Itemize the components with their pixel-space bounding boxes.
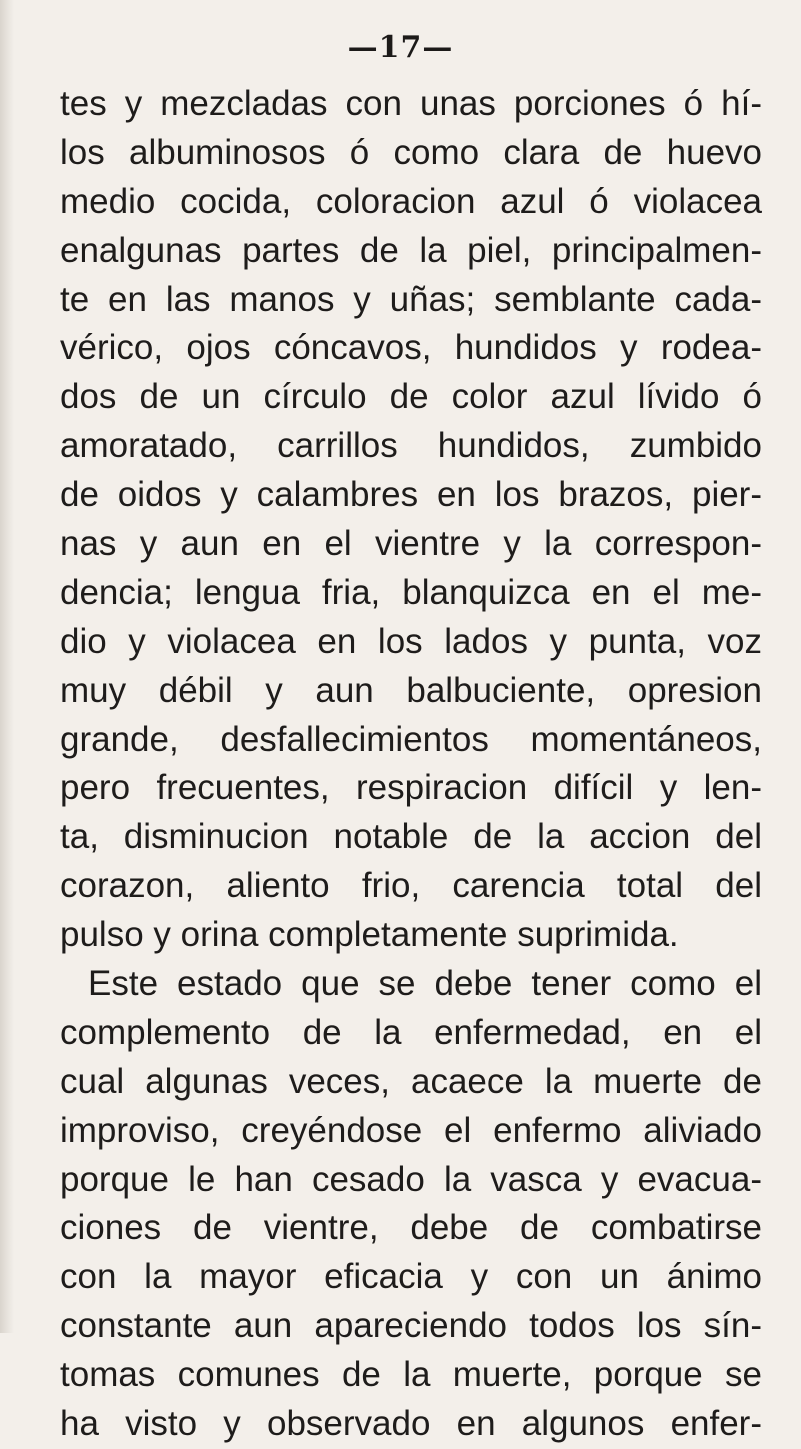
text-line: te en las manos y uñas; semblante cada-	[60, 279, 762, 319]
text-line: con la mayor eficacia y con un ánimo	[60, 1257, 762, 1297]
paragraph-start-line: Este estado que se debe tener como el	[88, 964, 762, 1004]
text-line: corazon, aliento frio, carencia total del	[60, 866, 762, 906]
text-line: dio y violacea en los lados y punta, voz	[60, 621, 762, 661]
text-line: muy débil y aun balbuciente, opresion	[60, 670, 762, 710]
page-number: —17—	[347, 30, 454, 65]
body-text	[60, 80, 762, 1449]
text-line: nas y aun en el vientre y la correspon-	[60, 524, 762, 564]
text-line: improviso, creyéndose el enfermo aliviado	[60, 1110, 762, 1150]
text-line: enalgunas partes de la piel, principalmen-	[60, 230, 762, 270]
page-gutter-shadow	[0, 0, 14, 1333]
text-line: medio cocida, coloracion azul ó violacea	[60, 181, 762, 221]
text-line: vérico, ojos cóncavos, hundidos y rodea-	[60, 328, 762, 368]
text-line: tes y mezcladas con unas porciones ó hí-	[60, 84, 762, 123]
text-line: complemento de la enfermedad, en el	[60, 1012, 762, 1052]
text-line: pero frecuentes, respiracion difícil y len-	[60, 768, 762, 808]
text-line: ta, disminucion notable de la accion del	[60, 817, 762, 857]
text-line: ciones de vientre, debe de combatirse	[60, 1208, 762, 1248]
text-line: cual algunas veces, acaece la muerte de	[60, 1061, 762, 1101]
text-line: tomas comunes de la muerte, porque se	[60, 1355, 762, 1395]
text-line: los albuminosos ó como clara de huevo	[60, 132, 762, 172]
text-line: constante aun apareciendo todos los sín-	[60, 1306, 762, 1346]
text-line: grande, desfallecimientos momentáneos,	[60, 719, 762, 759]
text-line: amoratado, carrillos hundidos, zumbido	[60, 426, 762, 466]
text-line: dencia; lengua fria, blanquizca en el me-	[60, 572, 762, 612]
text-line: de oidos y calambres en los brazos, pier-	[60, 475, 762, 515]
text-line: dos de un círculo de color azul lívido ó	[60, 377, 762, 417]
text-line: pulso y orina completamente suprimida.	[60, 915, 679, 955]
text-line: ha visto y observado en algunos enfer-	[60, 1404, 762, 1444]
text-line: porque le han cesado la vasca y evacua-	[60, 1159, 762, 1199]
